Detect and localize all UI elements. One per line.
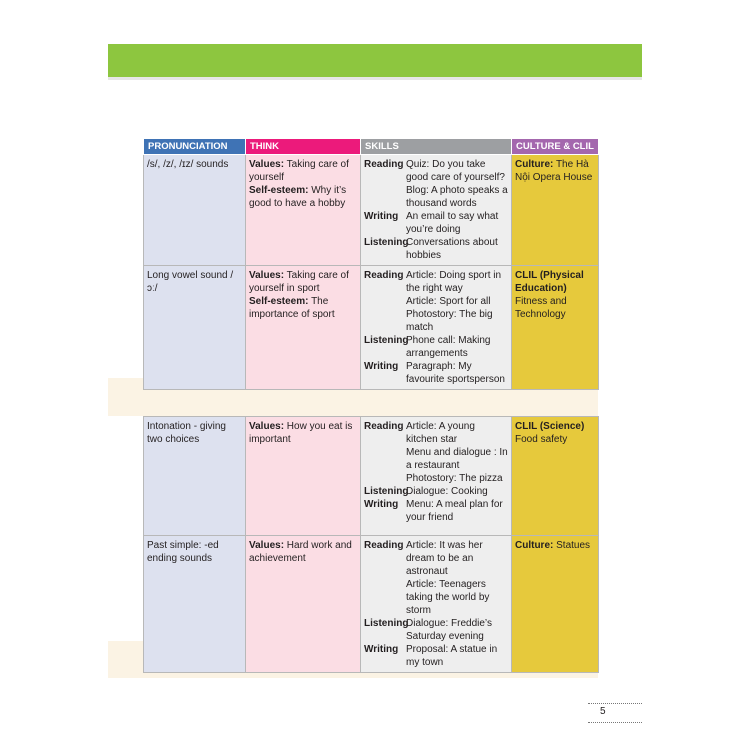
skill-items	[406, 269, 508, 334]
header-think: THINK	[246, 139, 361, 155]
skill-items	[406, 236, 508, 262]
skill-item: Phone call: Making arrangements	[406, 335, 491, 359]
skill-label: Reading	[364, 270, 404, 281]
skill-group	[364, 485, 508, 498]
skill-item: Menu and dialogue : In a restaurant	[406, 447, 508, 471]
header-pronunciation: PRONUNCIATION	[144, 139, 246, 155]
skill-group	[364, 539, 508, 617]
table-row	[144, 155, 599, 266]
skill-item: Article: It was her dream to be an astronaut	[406, 540, 483, 577]
skill-items	[406, 420, 508, 485]
header-culture-clil: CULTURE & CLIL	[512, 139, 599, 155]
think-key: Values:	[249, 270, 285, 281]
skill-group	[364, 617, 508, 643]
think-cell	[246, 536, 361, 673]
skill-items	[406, 643, 508, 669]
culture-key: Culture:	[515, 159, 554, 170]
skill-label: Listening	[364, 335, 409, 346]
skill-label: Reading	[364, 540, 404, 551]
think-key: Values:	[249, 159, 285, 170]
pronunciation-cell: Long vowel sound /ɔː/	[144, 266, 246, 390]
skills-cell	[361, 417, 512, 536]
think-cell	[246, 417, 361, 536]
skill-group	[364, 158, 508, 210]
skill-item: Proposal: A statue in my town	[406, 644, 498, 668]
syllabus-table-bottom	[143, 416, 599, 673]
table-row	[144, 536, 599, 673]
skill-item: Photostory: The pizza	[406, 473, 503, 484]
think-cell	[246, 266, 361, 390]
skill-item: Blog: A photo speaks a thousand words	[406, 185, 508, 209]
think-entry	[249, 158, 357, 184]
culture-key: Culture:	[515, 540, 554, 551]
culture-value: Fitness and Technology	[515, 296, 567, 320]
think-entry	[249, 420, 357, 446]
page-number: 5	[600, 706, 606, 717]
think-cell	[246, 155, 361, 266]
culture-value: Statues	[553, 540, 591, 551]
skill-item: Article: Teenagers taking the world by storm	[406, 579, 490, 616]
skills-cell	[361, 155, 512, 266]
pronunciation-cell: Past simple: -ed ending sounds	[144, 536, 246, 673]
think-value: Why it’s good to have a hobby	[249, 185, 347, 209]
culture-key: CLIL (Physical Education)	[515, 270, 584, 294]
think-value: Taking care of yourself in sport	[249, 270, 349, 294]
think-entry	[249, 269, 357, 295]
skill-items	[406, 210, 508, 236]
syllabus-table-top	[143, 138, 599, 390]
skill-group	[364, 334, 508, 360]
culture-cell	[512, 155, 599, 266]
think-key: Values:	[249, 540, 285, 551]
skill-label: Writing	[364, 499, 399, 510]
table-header-row	[144, 139, 599, 155]
skill-label: Writing	[364, 211, 399, 222]
skill-group	[364, 236, 508, 262]
skill-group	[364, 360, 508, 386]
skill-item: Article: Doing sport in the right way	[406, 270, 502, 294]
skill-items	[406, 485, 508, 498]
skill-item: An email to say what you’re doing	[406, 211, 499, 235]
skill-group	[364, 643, 508, 669]
skill-items	[406, 539, 508, 617]
culture-value: Food safety	[515, 434, 568, 445]
think-value: How you eat is important	[249, 421, 353, 445]
skill-label: Reading	[364, 421, 404, 432]
skill-group	[364, 210, 508, 236]
skills-cell	[361, 266, 512, 390]
dotted-rule	[588, 703, 642, 704]
think-value: Hard work and achievement	[249, 540, 352, 564]
skill-item: Article: A young kitchen star	[406, 421, 475, 445]
skill-item: Article: Sport for all	[406, 296, 491, 307]
skill-items	[406, 158, 508, 210]
skill-item: Conversations about hobbies	[406, 237, 498, 261]
skill-group	[364, 498, 508, 524]
table-row	[144, 417, 599, 536]
skill-group	[364, 269, 508, 334]
header-bar	[108, 44, 642, 77]
header-bar-shadow	[108, 77, 642, 80]
skill-item: Dialogue: Cooking	[406, 486, 488, 497]
think-key: Values:	[249, 421, 285, 432]
culture-value: The Hà Nội Opera House	[515, 159, 593, 183]
dotted-rule	[588, 722, 642, 723]
skill-label: Listening	[364, 618, 409, 629]
skill-label: Writing	[364, 644, 399, 655]
skill-items	[406, 360, 508, 386]
skill-label: Reading	[364, 159, 404, 170]
skill-items	[406, 617, 508, 643]
think-entry	[249, 184, 357, 210]
think-key: Self-esteem:	[249, 296, 309, 307]
culture-cell	[512, 536, 599, 673]
skill-label: Listening	[364, 486, 409, 497]
think-entry	[249, 539, 357, 565]
skills-cell	[361, 536, 512, 673]
skill-item: Menu: A meal plan for your friend	[406, 499, 503, 523]
skill-items	[406, 334, 508, 360]
skill-label: Writing	[364, 361, 399, 372]
think-key: Self-esteem:	[249, 185, 309, 196]
skill-label: Listening	[364, 237, 409, 248]
skill-items	[406, 498, 508, 524]
skill-item: Photostory: The big match	[406, 309, 493, 333]
culture-cell	[512, 266, 599, 390]
pronunciation-cell: Intonation - giving two choices	[144, 417, 246, 536]
skill-item: Quiz: Do you take good care of yourself?	[406, 159, 505, 183]
think-value: The importance of sport	[249, 296, 335, 320]
skill-item: Dialogue: Freddie’s Saturday evening	[406, 618, 492, 642]
culture-cell	[512, 417, 599, 536]
pronunciation-cell: /s/, /z/, /ɪz/ sounds	[144, 155, 246, 266]
skill-item: Paragraph: My favourite sportsperson	[406, 361, 505, 385]
think-value: Taking care of yourself	[249, 159, 349, 183]
culture-key: CLIL (Science)	[515, 421, 585, 432]
table-row	[144, 266, 599, 390]
think-entry	[249, 295, 357, 321]
skill-group	[364, 420, 508, 485]
header-skills: SKILLS	[361, 139, 512, 155]
